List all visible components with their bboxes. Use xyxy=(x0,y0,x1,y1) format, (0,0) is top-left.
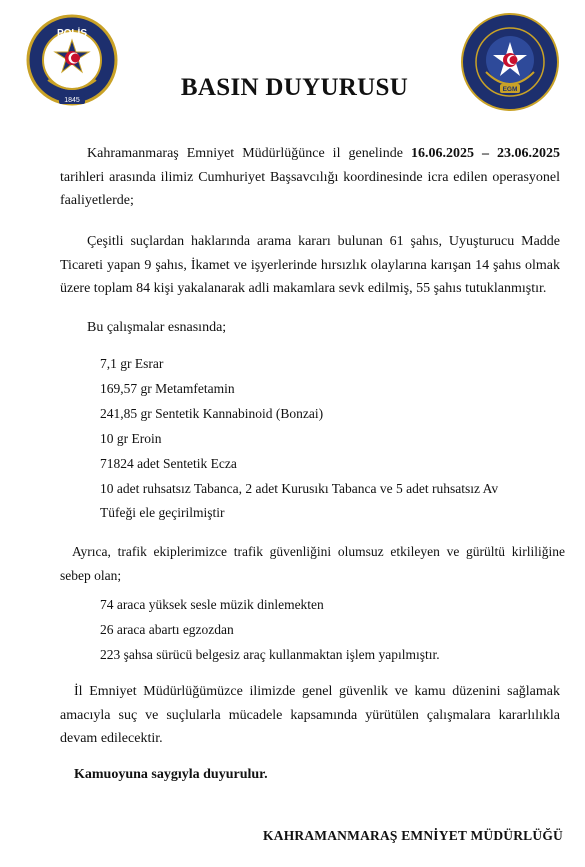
list-item: 10 adet ruhsatsız Tabanca, 2 adet Kurusıkı Tabanca ve 5 adet ruhsatsız Av xyxy=(100,481,499,496)
list-item: 169,57 gr Metamfetamin xyxy=(100,381,235,396)
list-item: 241,85 gr Sentetik Kannabinoid (Bonzai) xyxy=(100,406,324,421)
closing-text: Kamuoyuna saygıyla duyurulur. xyxy=(74,767,268,782)
closing-line xyxy=(74,763,474,787)
list-item: 223 şahsa sürücü belgesiz araç kullanmaktan işlem yapılmıştır. xyxy=(100,647,440,662)
signature: KAHRAMANMARAŞ EMNİYET MÜDÜRLÜĞÜ xyxy=(263,828,563,843)
list-item: 74 araca yüksek sesle müzik dinlemekten xyxy=(100,597,324,612)
list-item: 71824 adet Sentetik Ecza xyxy=(100,456,237,471)
logo-year: 1845 xyxy=(64,97,80,104)
logo-top-text: POLİS xyxy=(56,28,88,39)
list-item: Tüfeği ele geçirilmiştir xyxy=(100,505,225,520)
list-item: 7,1 gr Esrar xyxy=(100,356,164,371)
operations-intro: Bu çalışmalar esnasında; xyxy=(87,320,227,335)
arrests-paragraph: Çeşitli suçlardan haklarında arama kararı bulunan 61 şahıs, Uyuşturucu Madde Ticareti yapan 9 şahıs, İkamet ve işyerlerinde hırsızlık olaylarına karışan 14 şahıs olmak üzere toplam 84 kişi yakalanarak adli makamlara sevk edilmiş, 55 şahıs tutuklanmıştır. xyxy=(60,234,560,296)
intro-paragraph xyxy=(60,142,560,213)
list-item: 10 gr Eroin xyxy=(100,431,162,446)
intro-post: tarihleri arasında ilimiz Cumhuriyet Başsavcılığı koordinesinde icra edilen operasyonel faaliyetlerde; xyxy=(60,169,560,208)
traffic-paragraph: Ayrıca, trafik ekiplerimizce trafik güvenliğini olumsuz etkileyen ve gürültü kirliliğine sebep olan; xyxy=(60,544,565,583)
closing-commitment-paragraph: İl Emniyet Müdürlüğümüzce ilimizde genel güvenlik ve kamu düzenini sağlamak amacıyla suç ve suçlularla mücadele kapsamında yürütülen çalışmalara kararlılıkla devam edilecektir. xyxy=(60,684,560,746)
logo-badge-text: EGM xyxy=(502,86,518,93)
page-title: BASIN DUYURUSU xyxy=(180,74,409,101)
list-item: 26 araca abartı egzozdan xyxy=(100,622,234,637)
intro-pre: Kahramanmaraş Emniyet Müdürlüğünce il genelinde xyxy=(87,146,411,161)
intro-dates: 16.06.2025 – 23.06.2025 xyxy=(410,146,561,161)
